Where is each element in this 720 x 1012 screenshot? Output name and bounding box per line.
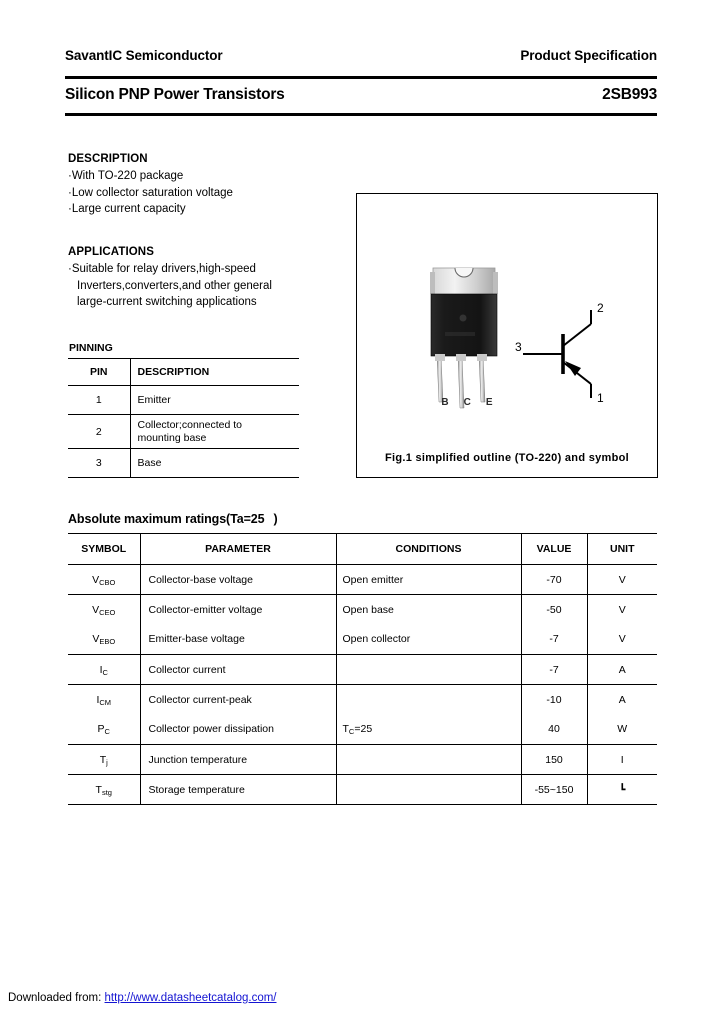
rating-parameter: Emitter-base voltage xyxy=(140,625,336,655)
pin-number: 3 xyxy=(68,449,130,478)
rating-value: -50 xyxy=(521,595,587,625)
rating-value: -55~150 xyxy=(521,775,587,805)
rating-value: -7 xyxy=(521,655,587,685)
rating-unit: ┗ xyxy=(587,775,657,805)
symbol-base: T xyxy=(99,753,107,766)
table-row xyxy=(68,655,657,685)
table-row xyxy=(68,415,299,449)
pin-description-line2: mounting base xyxy=(137,431,207,444)
pin-description: Emitter xyxy=(130,386,299,415)
condition-tail: =25 xyxy=(354,723,373,736)
table-row xyxy=(68,775,657,805)
rating-conditions: Open emitter xyxy=(336,565,521,595)
rating-parameter: Junction temperature xyxy=(140,745,336,775)
symbol-subscript: C xyxy=(102,667,108,677)
part-number: 2SB993 xyxy=(602,86,657,103)
package-pin-labels xyxy=(417,397,517,408)
condition-subscript: C xyxy=(348,727,355,737)
rating-unit: V xyxy=(618,603,626,616)
pin-description-line1: Collector;connected to xyxy=(137,419,242,431)
rating-parameter: Collector current-peak xyxy=(140,685,336,715)
applications-line: ·Suitable for relay drivers,high-speed xyxy=(68,263,256,275)
rating-parameter: Collector-emitter voltage xyxy=(140,595,336,625)
symbol-subscript: CEO xyxy=(99,607,116,617)
package-pin-label-c: C xyxy=(463,397,471,408)
pin-description xyxy=(130,415,299,449)
pinning-col-pin: PIN xyxy=(68,359,130,386)
symbol-subscript: CM xyxy=(99,697,112,707)
pinning-label: PINNING xyxy=(69,342,113,354)
ratings-col-symbol: SYMBOL xyxy=(68,534,140,565)
pin-number: 2 xyxy=(68,415,130,449)
symbol-subscript: EBO xyxy=(99,637,116,647)
rating-parameter: Storage temperature xyxy=(140,775,336,805)
table-row xyxy=(68,449,299,478)
table-row xyxy=(68,715,657,745)
header-rule-top xyxy=(65,76,657,79)
description-bullet: ·Large current capacity xyxy=(68,203,186,215)
rating-conditions xyxy=(336,685,521,715)
pin-number: 1 xyxy=(68,386,130,415)
rating-symbol xyxy=(68,775,140,805)
figure-box xyxy=(356,193,658,478)
pinning-col-description: DESCRIPTION xyxy=(130,359,299,386)
rating-unit: V xyxy=(587,625,657,655)
description-section xyxy=(68,153,338,218)
symbol-base: V xyxy=(92,633,100,646)
symbol-base: I xyxy=(96,693,100,706)
applications-section xyxy=(68,246,358,311)
rating-unit: A xyxy=(587,655,657,685)
symbol-subscript: j xyxy=(106,757,108,767)
ratings-title-prefix: Absolute maximum ratings(Ta=25 xyxy=(68,512,265,526)
svg-text:2: 2 xyxy=(597,302,604,315)
absolute-maximum-ratings-table xyxy=(68,533,657,805)
symbol-base: V xyxy=(92,603,100,616)
ratings-col-value: VALUE xyxy=(521,534,587,565)
header-rule-bottom xyxy=(65,113,657,116)
rating-unit: V xyxy=(587,565,657,595)
rating-symbol xyxy=(68,565,140,595)
rating-value: -70 xyxy=(521,565,587,595)
figure-caption: Fig.1 simplified outline (TO-220) and symbol xyxy=(384,452,630,464)
table-row xyxy=(68,565,657,595)
rating-conditions: Open collector xyxy=(336,625,521,655)
symbol-base: P xyxy=(97,723,105,736)
rating-conditions: Open base xyxy=(336,595,521,625)
symbol-subscript: CBO xyxy=(99,577,116,587)
rating-conditions xyxy=(336,775,521,805)
pnp-transistor-symbol xyxy=(515,302,635,407)
package-pin-label-e: E xyxy=(485,397,493,408)
description-bullet: ·With TO-220 package xyxy=(68,170,184,182)
rating-unit: I xyxy=(587,745,657,775)
rating-unit: A xyxy=(618,693,626,706)
svg-text:3: 3 xyxy=(515,340,522,354)
rating-value: -7 xyxy=(521,625,587,655)
company-name: SavantIC Semiconductor xyxy=(65,48,223,63)
symbol-base: T xyxy=(95,783,102,796)
pinning-table xyxy=(68,358,299,478)
title-row xyxy=(65,86,657,104)
symbol-subscript: C xyxy=(104,727,110,737)
ratings-title xyxy=(68,512,278,526)
rating-symbol xyxy=(68,625,140,655)
rating-conditions xyxy=(336,715,521,745)
rating-symbol xyxy=(68,745,140,775)
rating-parameter: Collector-base voltage xyxy=(140,565,336,595)
symbol-base: I xyxy=(99,663,103,676)
rating-value: 150 xyxy=(521,745,587,775)
applications-heading: APPLICATIONS xyxy=(68,246,154,258)
table-row xyxy=(68,386,299,415)
symbol-subscript: stg xyxy=(101,787,112,797)
description-heading: DESCRIPTION xyxy=(68,153,148,165)
svg-text:1: 1 xyxy=(597,391,604,405)
condition-base: T xyxy=(342,723,349,736)
table-row xyxy=(68,745,657,775)
document-type: Product Specification xyxy=(520,48,657,63)
rating-symbol xyxy=(68,685,140,715)
package-pin-label-b: B xyxy=(441,397,449,408)
ratings-col-conditions: CONDITIONS xyxy=(336,534,521,565)
rating-symbol xyxy=(68,595,140,625)
footer-label: Downloaded from: xyxy=(8,992,105,1004)
table-row xyxy=(68,625,657,655)
rating-parameter: Collector power dissipation xyxy=(140,715,336,745)
ratings-header-row xyxy=(68,534,657,565)
ratings-col-parameter: PARAMETER xyxy=(140,534,336,565)
applications-line: Inverters,converters,and other general xyxy=(77,279,272,292)
pin-description: Base xyxy=(130,449,299,478)
rating-value: -10 xyxy=(521,685,587,715)
rating-symbol xyxy=(68,655,140,685)
applications-line: large-current switching applications xyxy=(77,296,257,308)
rating-value: 40 xyxy=(521,715,587,745)
page-title: Silicon PNP Power Transistors xyxy=(65,86,285,103)
description-bullet: ·Low collector saturation voltage xyxy=(68,186,233,199)
ratings-title-suffix: ) xyxy=(273,512,278,526)
datasheet-source-link[interactable]: http://www.datasheetcatalog.com/ xyxy=(104,992,277,1004)
page-header xyxy=(65,48,657,63)
rating-conditions xyxy=(336,745,521,775)
rating-conditions xyxy=(336,655,521,685)
rating-symbol xyxy=(68,715,140,745)
pinning-header-row xyxy=(68,359,299,386)
to220-package-image xyxy=(413,256,523,436)
symbol-base: V xyxy=(92,573,100,586)
table-row xyxy=(68,595,657,625)
footer xyxy=(8,992,277,1004)
ratings-col-unit: UNIT xyxy=(587,534,657,565)
rating-parameter: Collector current xyxy=(140,655,336,685)
rating-unit: W xyxy=(587,715,657,745)
table-row xyxy=(68,685,657,715)
